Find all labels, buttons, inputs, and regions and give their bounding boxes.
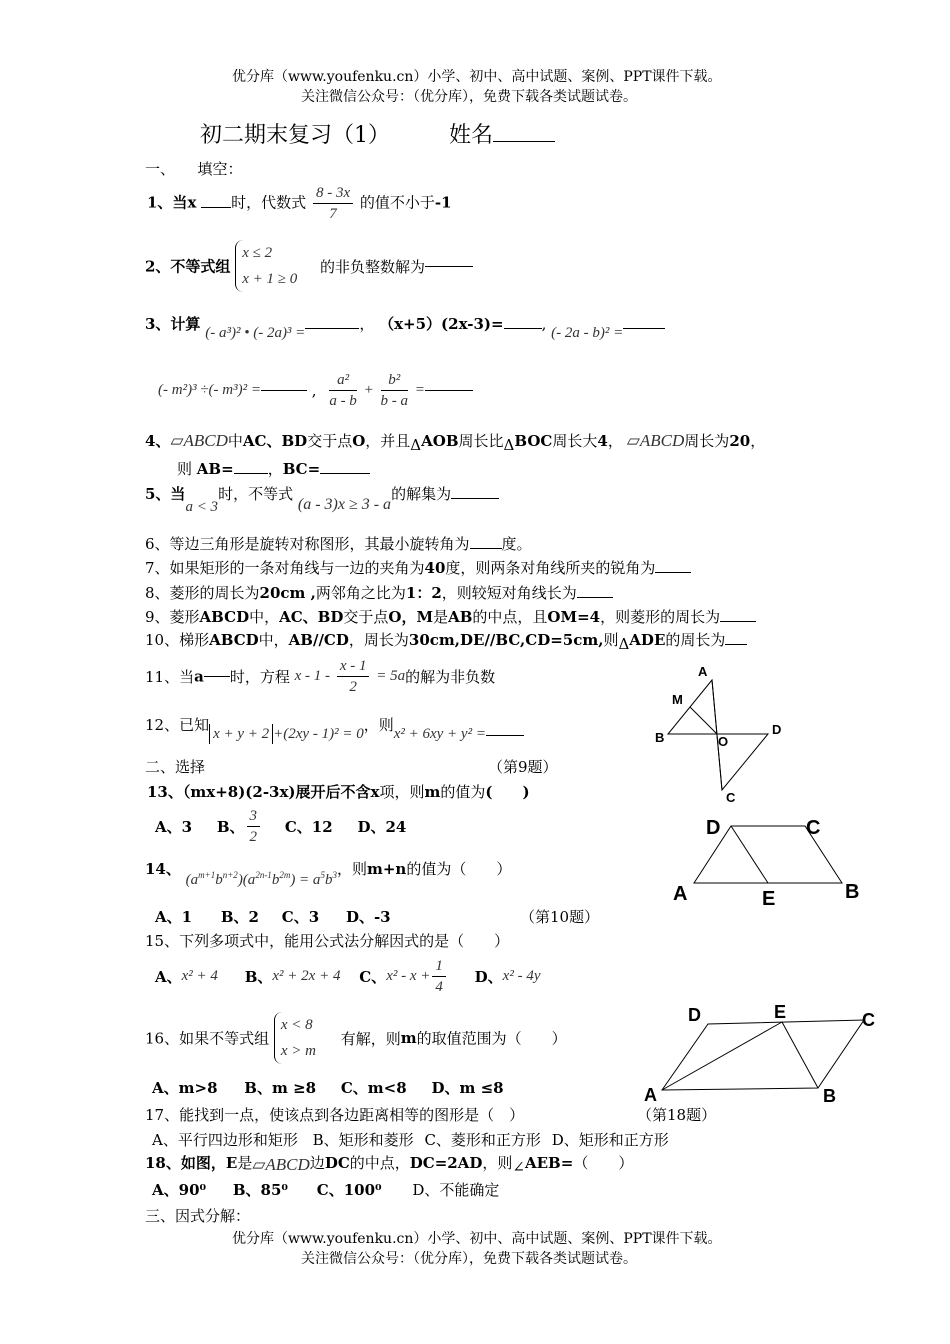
question-2: 2、不等式组 x ≤ 2 x + 1 ≥ 0 的非负整数解为 bbox=[145, 240, 473, 292]
fig18-label: A bbox=[644, 1085, 657, 1105]
question-13-options: A、3 B、 $\frac{3}{2}$ C、12 D、24 bbox=[155, 808, 407, 845]
name-label: 姓名 bbox=[449, 123, 494, 148]
fig18-label: D bbox=[688, 1005, 701, 1025]
question-15: 15、下列多项式中，能用公式法分解因式的是（ ） bbox=[145, 932, 510, 950]
question-16: 16、如果不等式组 x < 8 x > m 有解，则m的取值范围为（ ） bbox=[145, 1012, 567, 1064]
fig18-segment-ae bbox=[662, 1022, 782, 1090]
question-3: 3、计算 (- a³)² • (- 2a)³ = ， （x+5）(2x-3)= , (- 2a - b)² = bbox=[145, 313, 665, 334]
fig18-segment-eb bbox=[782, 1022, 818, 1088]
question-18: 18、如图，E是▱ABCD边DC的中点，DC=2AD，则∠AEB=（ ） bbox=[145, 1154, 634, 1176]
fig9-label: C bbox=[726, 790, 736, 805]
caption-fig18: （第18题） bbox=[637, 1106, 717, 1124]
header-line-1: 优分库（www.youfenku.cn）小学、初中、高中试题、案例、PPT课件下载。 bbox=[232, 69, 722, 85]
question-1: 1、当x 时，代数式 $\frac{8 - 3x}{7}$ 的值不小于-1 bbox=[147, 185, 452, 222]
question-15-options: A、x² + 4 B、x² + 2x + 4 C、x² - x + $\frac{1}{4}$ D、x² - 4y bbox=[155, 958, 541, 995]
fig10-label: A bbox=[673, 883, 688, 905]
section-factor: 三、因式分解： bbox=[145, 1207, 251, 1225]
fig9-label: B bbox=[655, 730, 665, 745]
fig18-outline bbox=[662, 1020, 864, 1090]
question-8: 8、菱形的周长为20cm ,两邻角之比为1：2，则较短对角线长为 bbox=[145, 582, 613, 603]
question-16-options: A、m>8 B、m ≥8 C、m<8 D、m ≤8 bbox=[152, 1079, 504, 1097]
question-4-line-2: 则 AB= ，BC= bbox=[177, 458, 370, 479]
fig9-label: O bbox=[718, 734, 729, 749]
question-18-options: A、90⁰ B、85⁰ C、100⁰ D、不能确定 bbox=[152, 1181, 500, 1199]
question-17-options: A、平行四边形和矩形 B、矩形和菱形 C、菱形和正方形 D、矩形和正方形 bbox=[152, 1131, 669, 1149]
question-14: 14、 $(a^{m+1}b^{n+2})(a^{2n-1}b^{2m}) = a^5b^3$，则m+n的值为（ ） bbox=[145, 860, 512, 888]
question-5: 5、当a < 3时，不等式 (a - 3)x ≥ 3 - a的解集为 bbox=[145, 483, 499, 504]
caption-fig10: （第10题） bbox=[520, 908, 600, 926]
header-line-2: 关注微信公众号：（优分库），免费下载各类试题试卷。 bbox=[301, 89, 637, 105]
fig10-label: C bbox=[806, 817, 821, 839]
question-4: 4、▱ABCD中AC、BD交于点O，并且ΔAOB周长比ΔBOC周长大4， ▱ABCD周长为20， bbox=[145, 431, 766, 454]
fig9-label: M bbox=[672, 692, 683, 707]
section-fill: 一、 填空： bbox=[145, 160, 243, 178]
footer-line-1: 优分库（www.youfenku.cn）小学、初中、高中试题、案例、PPT课件下载。 bbox=[232, 1231, 722, 1247]
question-9: 9、菱形ABCD中，AC、BD交于点O，M是AB的中点，且OM=4，则菱形的周长为 bbox=[145, 606, 756, 627]
fig10-segment-de bbox=[731, 826, 768, 883]
question-11: 11、当a 时，方程 x - 1 - $\frac{x - 1}{2}$ = 5a的解为非负数 bbox=[145, 658, 496, 695]
fig9-segment-om bbox=[690, 707, 717, 734]
fig10-label: E bbox=[762, 888, 776, 910]
fig18-label: C bbox=[862, 1010, 875, 1030]
section-choice: 二、选择 bbox=[145, 758, 206, 776]
question-12: 12、已知 x + y + 2 +(2xy - 1)² = 0，则x² + 6xy + y² = bbox=[145, 714, 524, 735]
fig18-label: E bbox=[774, 1002, 787, 1022]
fig9-label: A bbox=[698, 664, 708, 679]
fig18-label: B bbox=[823, 1086, 836, 1106]
question-17: 17、能找到一点，使该点到各边距离相等的图形是（ ） bbox=[145, 1106, 525, 1124]
caption-fig9: （第9题） bbox=[488, 758, 558, 776]
question-3-line-2: (- m²)³ ÷(- m³)² = , $\frac{\text{a²}}{a - b}$ + $\frac{\text{b²}}{b - a}$ = bbox=[158, 370, 473, 411]
question-13: 13、（mx+8)(2-3x)展开后不含x项，则m的值为( ) bbox=[147, 783, 530, 801]
page-title: 初二期末复习（1） 姓名 bbox=[200, 118, 555, 149]
fig10-label: B bbox=[845, 881, 860, 903]
figure-18-parallelogram bbox=[662, 1020, 864, 1090]
question-6: 6、等边三角形是旋转对称图形，其最小旋转角为 度。 bbox=[145, 535, 532, 553]
question-10: 10、梯形ABCD中，AB//CD，周长为30cm,DE//BC,CD=5cm,则ΔADE的周长为 bbox=[145, 629, 747, 650]
question-14-options: A、1 B、2 C、3 D、-3 bbox=[155, 908, 391, 926]
footer-line-2: 关注微信公众号：（优分库），免费下载各类试题试卷。 bbox=[301, 1251, 637, 1267]
question-7: 7、如果矩形的一条对角线与一边的夹角为40度，则两条对角线所夹的锐角为 bbox=[145, 557, 691, 578]
fig9-label: D bbox=[772, 722, 782, 737]
fig10-label: D bbox=[706, 817, 721, 839]
